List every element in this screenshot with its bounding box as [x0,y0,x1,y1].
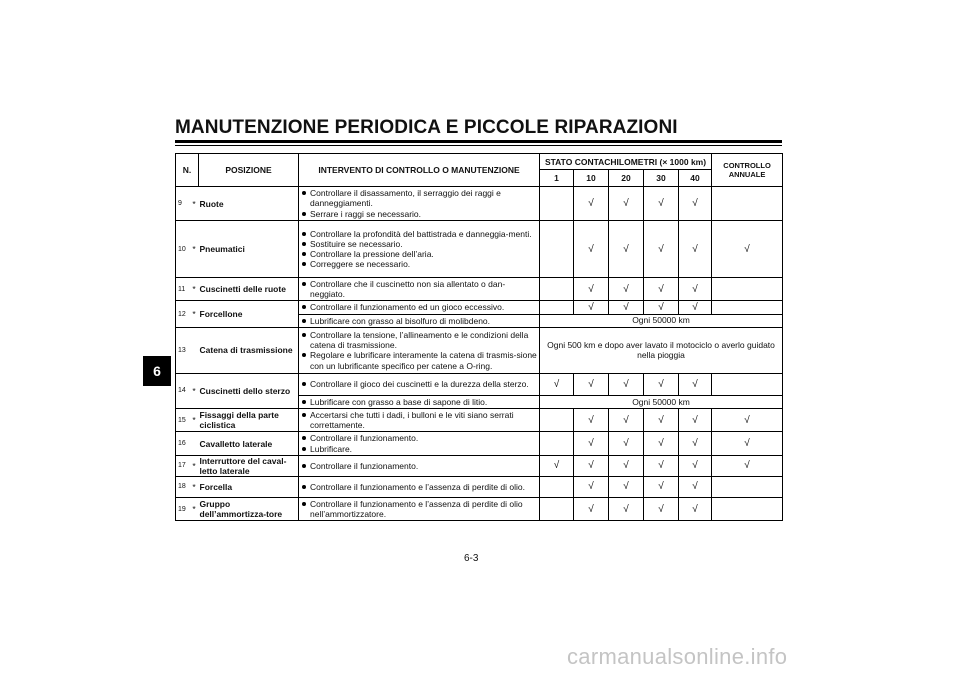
check-cell: √ [644,278,679,301]
check-cell: √ [644,301,679,314]
check-cell: √ [609,187,644,221]
check-cell: √ [540,373,574,395]
header-km: 1 [540,170,574,187]
check-cell: √ [712,432,783,455]
star-marker: * [190,221,199,278]
header-km: 20 [609,170,644,187]
star-marker: * [190,301,199,327]
action-item: Controllare la tensione, l’allineamento e le condizioni della catena di trasmissione. [301,330,537,350]
header-stato: STATO CONTACHILOMETRI (× 1000 km) [540,154,712,170]
title-rule-thick [175,140,782,143]
table-row [176,301,783,314]
action-item: Controllare la profondità del battistrada e danneggia-menti. [301,229,537,239]
item-number: 14 [176,373,190,408]
header-controllo-line1: CONTROLLO [723,161,771,170]
header-km: 30 [644,170,679,187]
star-marker: * [190,455,199,476]
item-position: Interruttore del caval-letto laterale [199,455,299,476]
header-controllo [712,154,783,187]
check-cell: √ [679,497,712,520]
header-intervento: INTERVENTO DI CONTROLLO O MANUTENZIONE [299,154,540,187]
check-cell: √ [574,278,609,301]
action-item: Controllare il funzionamento. [301,461,537,471]
action-cell [299,187,540,221]
item-position: Catena di trasmissione [199,327,299,373]
check-cell [712,278,783,301]
action-cell [299,476,540,497]
header-posizione: POSIZIONE [199,154,299,187]
action-item: Controllare che il cuscinetto non sia allentato o dan-neggiato. [301,279,537,299]
action-cell [299,395,540,408]
table-row [176,455,783,476]
check-cell: √ [574,373,609,395]
check-cell: √ [679,409,712,432]
title-rule-thin [175,145,782,146]
table-row [176,373,783,395]
check-cell: √ [679,432,712,455]
check-cell [540,409,574,432]
check-cell: √ [574,301,609,314]
check-cell: √ [609,409,644,432]
star-marker: * [190,373,199,408]
table-row [176,432,783,455]
star-marker [190,432,199,455]
check-cell: √ [712,455,783,476]
header-n: N. [176,154,199,187]
action-item: Controllare il funzionamento ed un gioco eccessivo. [301,302,537,312]
action-cell [299,278,540,301]
check-cell: √ [574,187,609,221]
check-cell: √ [609,497,644,520]
table-row [176,327,783,373]
check-cell [712,187,783,221]
check-cell [540,221,574,278]
star-marker: * [190,497,199,520]
action-item: Controllare il funzionamento e l’assenza di perdite di olio. [301,482,537,492]
item-position: Gruppo dell’ammortizza-tore [199,497,299,520]
action-cell [299,432,540,455]
check-cell [540,187,574,221]
action-item: Controllare il funzionamento. [301,433,537,443]
item-position: Ruote [199,187,299,221]
check-cell: √ [609,278,644,301]
check-cell [540,476,574,497]
check-cell: √ [712,221,783,278]
check-cell: √ [540,455,574,476]
check-cell: √ [574,476,609,497]
table-row [176,409,783,432]
check-cell [712,476,783,497]
action-item: Regolare e lubrificare interamente la catena di trasmis-sione con un lubrificante specifico per catene a O-ring. [301,350,537,370]
check-cell: √ [574,455,609,476]
star-marker: * [190,409,199,432]
action-cell [299,409,540,432]
header-km: 40 [679,170,712,187]
item-number: 13 [176,327,190,373]
item-position: Cuscinetti delle ruote [199,278,299,301]
watermark: carmanualsonline.info [567,644,788,669]
check-cell [540,301,574,314]
action-cell [299,221,540,278]
check-cell: √ [679,373,712,395]
maintenance-table [175,153,783,521]
action-item: Controllare la pressione dell’aria. [301,249,537,259]
check-cell: √ [644,455,679,476]
action-item: Controllare il funzionamento e l’assenza di perdite di olio nell’ammortizzatore. [301,499,537,519]
check-cell: √ [679,221,712,278]
star-marker: * [190,187,199,221]
check-cell: √ [644,409,679,432]
check-cell [540,497,574,520]
star-marker: * [190,278,199,301]
page-title: MANUTENZIONE PERIODICA E PICCOLE RIPARAZIONI [175,117,678,138]
interval-cell: Ogni 50000 km [540,395,783,408]
item-position: Forcellone [199,301,299,327]
check-cell: √ [644,187,679,221]
action-cell [299,497,540,520]
check-cell [540,278,574,301]
check-cell: √ [644,432,679,455]
check-cell: √ [609,301,644,314]
check-cell: √ [679,187,712,221]
check-cell: √ [644,221,679,278]
action-item: Lubrificare con grasso al bisolfuro di molibdeno. [301,316,537,326]
interval-cell: Ogni 500 km e dopo aver lavato il motociclo o averlo guidato nella pioggia [540,327,783,373]
star-marker [190,327,199,373]
table-row [176,497,783,520]
check-cell [540,432,574,455]
check-cell: √ [609,455,644,476]
table-row [176,221,783,278]
action-cell [299,314,540,327]
item-number: 17 [176,455,190,476]
item-position: Cuscinetti dello sterzo [199,373,299,408]
item-position: Fissaggi della parte ciclistica [199,409,299,432]
check-cell: √ [609,432,644,455]
action-cell [299,301,540,314]
check-cell [712,373,783,395]
item-number: 9 [176,187,190,221]
item-position: Forcella [199,476,299,497]
action-item: Controllare il disassamento, il serraggio dei raggi e danneggiamenti. [301,188,537,208]
check-cell: √ [609,476,644,497]
item-number: 11 [176,278,190,301]
check-cell: √ [574,221,609,278]
item-number: 16 [176,432,190,455]
action-cell [299,455,540,476]
check-cell [712,497,783,520]
item-number: 19 [176,497,190,520]
action-item: Controllare il gioco dei cuscinetti e la durezza della sterzo. [301,379,537,389]
check-cell: √ [644,497,679,520]
check-cell: √ [609,221,644,278]
check-cell: √ [679,455,712,476]
check-cell: √ [609,373,644,395]
item-number: 12 [176,301,190,327]
action-item: Correggere se necessario. [301,259,537,269]
check-cell: √ [679,278,712,301]
action-item: Serrare i raggi se necessario. [301,209,537,219]
action-item: Lubrificare. [301,444,537,454]
action-cell [299,327,540,373]
check-cell: √ [574,432,609,455]
check-cell: √ [679,301,712,314]
item-number: 18 [176,476,190,497]
page-number: 6-3 [464,553,479,564]
action-item: Accertarsi che tutti i dadi, i bulloni e le viti siano serrati correttamente. [301,410,537,430]
action-item: Sostituire se necessario. [301,239,537,249]
check-cell: √ [644,476,679,497]
check-cell: √ [644,373,679,395]
header-km: 10 [574,170,609,187]
action-cell [299,373,540,395]
check-cell: √ [712,409,783,432]
item-number: 10 [176,221,190,278]
table-row [176,278,783,301]
table-row [176,187,783,221]
interval-cell: Ogni 50000 km [540,314,783,327]
check-cell [712,301,783,314]
header-controllo-line2: ANNUALE [728,170,766,179]
item-position: Cavalletto laterale [199,432,299,455]
check-cell: √ [574,409,609,432]
check-cell: √ [574,497,609,520]
action-item: Lubrificare con grasso a base di sapone di litio. [301,397,537,407]
star-marker: * [190,476,199,497]
section-tab: 6 [143,356,171,386]
item-position: Pneumatici [199,221,299,278]
check-cell: √ [679,476,712,497]
table-row [176,476,783,497]
item-number: 15 [176,409,190,432]
